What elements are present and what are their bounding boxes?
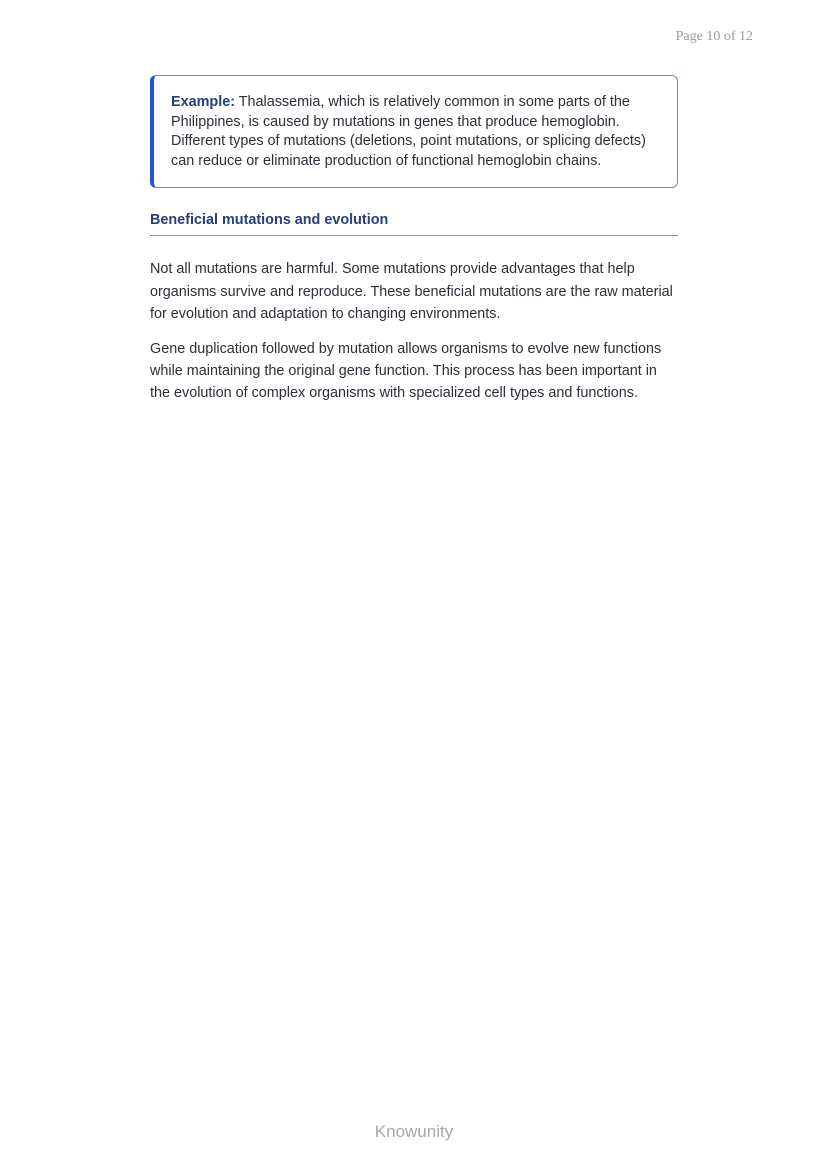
section-heading: Beneficial mutations and evolution <box>150 212 678 236</box>
example-text: Thalassemia, which is relatively common in some parts of the Philippines, is caused by mutations in genes that produce hemoglobin. Different types of mutations (deletions, point mutations, or splicing defects) can reduce or eliminate production of functional hemoglobin chains. <box>171 94 646 169</box>
example-label: Example: <box>171 94 235 110</box>
page-indicator: Page 10 of 12 <box>675 29 753 44</box>
footer-brand-logo: Knowunity <box>374 1122 454 1141</box>
paragraph-1: Not all mutations are harmful. Some mutations provide advantages that help organisms survive and reproduce. These beneficial mutations are the raw material for evolution and adaptation to changing environments. <box>150 261 673 322</box>
example-callout-box <box>150 75 678 188</box>
paragraph-2: Gene duplication followed by mutation allows organisms to evolve new functions while maintaining the original gene function. This process has been important in the evolution of complex organisms with specialized cell types and functions. <box>150 340 662 402</box>
document-content <box>150 75 678 405</box>
